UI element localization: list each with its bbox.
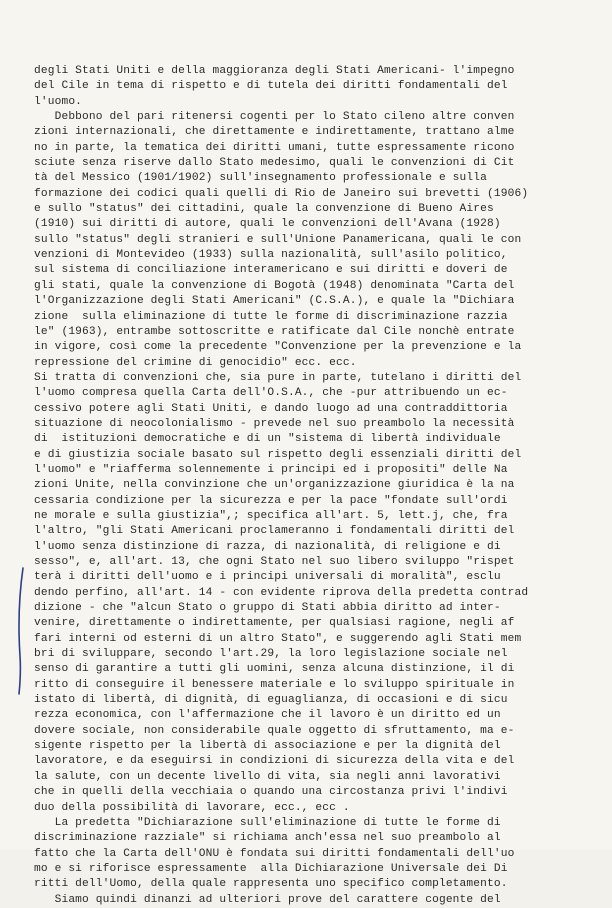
text-line: l'uomo senza distinzione di razza, di nazionalità, di religione e di: [34, 540, 501, 553]
text-line: mo e si riforisce espressamente alla Dichiarazione Universale dei Di: [34, 862, 508, 875]
text-line: dizione - che "alcun Stato o gruppo di Stati abbia diritto ad inter-: [34, 602, 501, 615]
text-line: sesso", e, all'art. 13, che ogni Stato nel suo libero sviluppo "rispet: [34, 556, 515, 568]
document-text: [34, 64, 586, 908]
text-line: sullo "status" degli stranieri e sull'Unione Panamericana, quali le con: [34, 233, 522, 246]
text-line: bri di sviluppare, secondo l'art.29, la loro legislazione sociale nel: [34, 648, 508, 661]
text-line: dovere sociale, non considerabile quale oggetto di sfruttamento, ma e-: [34, 724, 515, 737]
text-line: sul sistema di conciliazione interamericano e sui diritti e doveri de: [34, 264, 508, 277]
text-line: ritto di conseguire il benessere materiale e lo sviluppo spirituale in: [34, 678, 515, 691]
text-line: degli Stati Uniti e della maggioranza degli Stati Americani- l'impegno: [34, 65, 515, 77]
text-line: zioni Unite, nella convinzione che un'organizzazione giuridica è la na: [34, 479, 515, 492]
text-line: di istituzioni democratiche e di un "sistema di libertà individuale: [34, 433, 501, 446]
text-line: zioni internazionali, che direttamente e indirettamente, trattano alme: [34, 126, 515, 139]
text-line: Debbono del pari ritenersi cogenti per lo Stato cileno altre conven: [34, 111, 515, 124]
text-line: ne morale e sulla giustizia",; specifica all'art. 5, lett.j, che, fra: [34, 509, 508, 522]
text-line: l'Organizzazione degli Stati Americani" (C.S.A.), e quale la "Dichiara: [34, 295, 515, 308]
text-line: situazione di neocolonialismo - prevede nel suo preambolo la necessità: [34, 417, 515, 430]
text-line: zione sulla eliminazione di tutte le forme di discriminazione razzia: [34, 310, 508, 323]
text-line: e sullo "status" dei cittadini, quale la convenzione di Bueno Aires: [34, 203, 494, 216]
text-line: discriminazione razziale" si richiama anch'essa nel suo preambolo al: [34, 832, 501, 845]
text-line: rezza economica, con l'affermazione che il lavoro è un diritto ed un: [34, 709, 501, 722]
margin-pen-mark: [14, 566, 28, 696]
text-line: le" (1963), entrambe sottoscritte e ratificate dal Cile nonchè entrate: [34, 325, 515, 338]
text-line: lavoratore, e da eseguirsi in condizioni di sicurezza della vita e del: [34, 755, 515, 768]
text-line: Siamo quindi dinanzi ad ulteriori prove del carattere cogente del: [34, 893, 501, 906]
text-line: l'altro, "gli Stati Americani proclameranno i fondamentali diritti del: [34, 525, 515, 538]
text-line: repressione del crimine di genocidio" ecc. ecc.: [34, 356, 357, 369]
text-line: terà i diritti dell'uomo e i principi universali di moralità", esclu: [34, 571, 501, 584]
text-line: gli stati, quale la convenzione di Bogotà (1948) denominata "Carta del: [34, 279, 515, 292]
text-line: la salute, con un decente livello di vita, sia negli anni lavorativi: [34, 770, 501, 783]
text-line: (1910) sui diritti di autore, quali le convenzioni dell'Avana (1928): [34, 218, 501, 231]
text-line: La predetta "Dichiarazione sull'eliminazione di tutte le forme di: [34, 816, 501, 829]
text-line: venire, direttamente o indirettamente, per qualsiasi ragione, negli af: [34, 617, 515, 630]
text-line: sigente rispetto per la libertà di associazione e per la dignità del: [34, 740, 501, 753]
text-line: cessaria condizione per la sicurezza e per la pace "fondate sull'ordi: [34, 494, 508, 507]
text-line: dendo perfino, all'art. 14 - con evidente riprova della predetta contrad: [34, 586, 529, 599]
text-line: ritti dell'Uomo, della quale rappresenta uno specifico completamento.: [34, 878, 508, 891]
text-line: l'uomo" e "riafferma solennemente i principi ed i propositi" delle Na: [34, 463, 508, 476]
text-line: fatto che la Carta dell'ONU è fondata sui diritti fondamentali dell'uo: [34, 847, 515, 860]
text-line: istato di libertà, di dignità, di eguaglianza, di occasioni e di sicu: [34, 694, 508, 707]
text-line: no in parte, la tematica dei diritti umani, tutte espressamente ricono: [34, 141, 515, 154]
text-line: che in quelli della vecchiaia o quando una circostanza privi l'indivi: [34, 786, 508, 799]
text-line: e di giustizia sociale basato sul rispetto degli essenziali diritti del: [34, 448, 522, 461]
text-line: in vigore, così come la precedente "Convenzione per la prevenzione e la: [34, 341, 522, 354]
text-line: senso di garantire a tutti gli uomini, senza alcuna distinzione, il di: [34, 663, 515, 676]
text-line: cessivo potere agli Stati Uniti, e dando luogo ad una contraddittoria: [34, 402, 508, 415]
text-line: del Cile in tema di rispetto e di tutela dei diritti fondamentali del: [34, 80, 508, 93]
text-line: l'uomo compresa quella Carta dell'O.S.A., che -pur attribuendo un ec-: [34, 387, 508, 400]
text-line: l'uomo.: [34, 95, 83, 108]
text-line: fari interni od esterni di un altro Stato", e suggerendo agli Stati mem: [34, 632, 522, 645]
text-line: venzioni di Montevideo (1933) sulla nazionalità, sull'asilo politico,: [34, 249, 508, 262]
text-line: sciute senza riserve dallo Stato medesimo, quali le convenzioni di Cit: [34, 157, 515, 170]
text-line: formazione dei codici quali quelli di Rio de Janeiro sui brevetti (1906): [34, 187, 529, 200]
text-line: Si tratta di convenzioni che, sia pure in parte, tutelano i diritti del: [34, 371, 522, 384]
text-line: duo della possibilità di lavorare, ecc., ecc .: [34, 801, 350, 814]
text-line: tà del Messico (1901/1902) sull'insegnamento professionale e sulla: [34, 172, 487, 185]
